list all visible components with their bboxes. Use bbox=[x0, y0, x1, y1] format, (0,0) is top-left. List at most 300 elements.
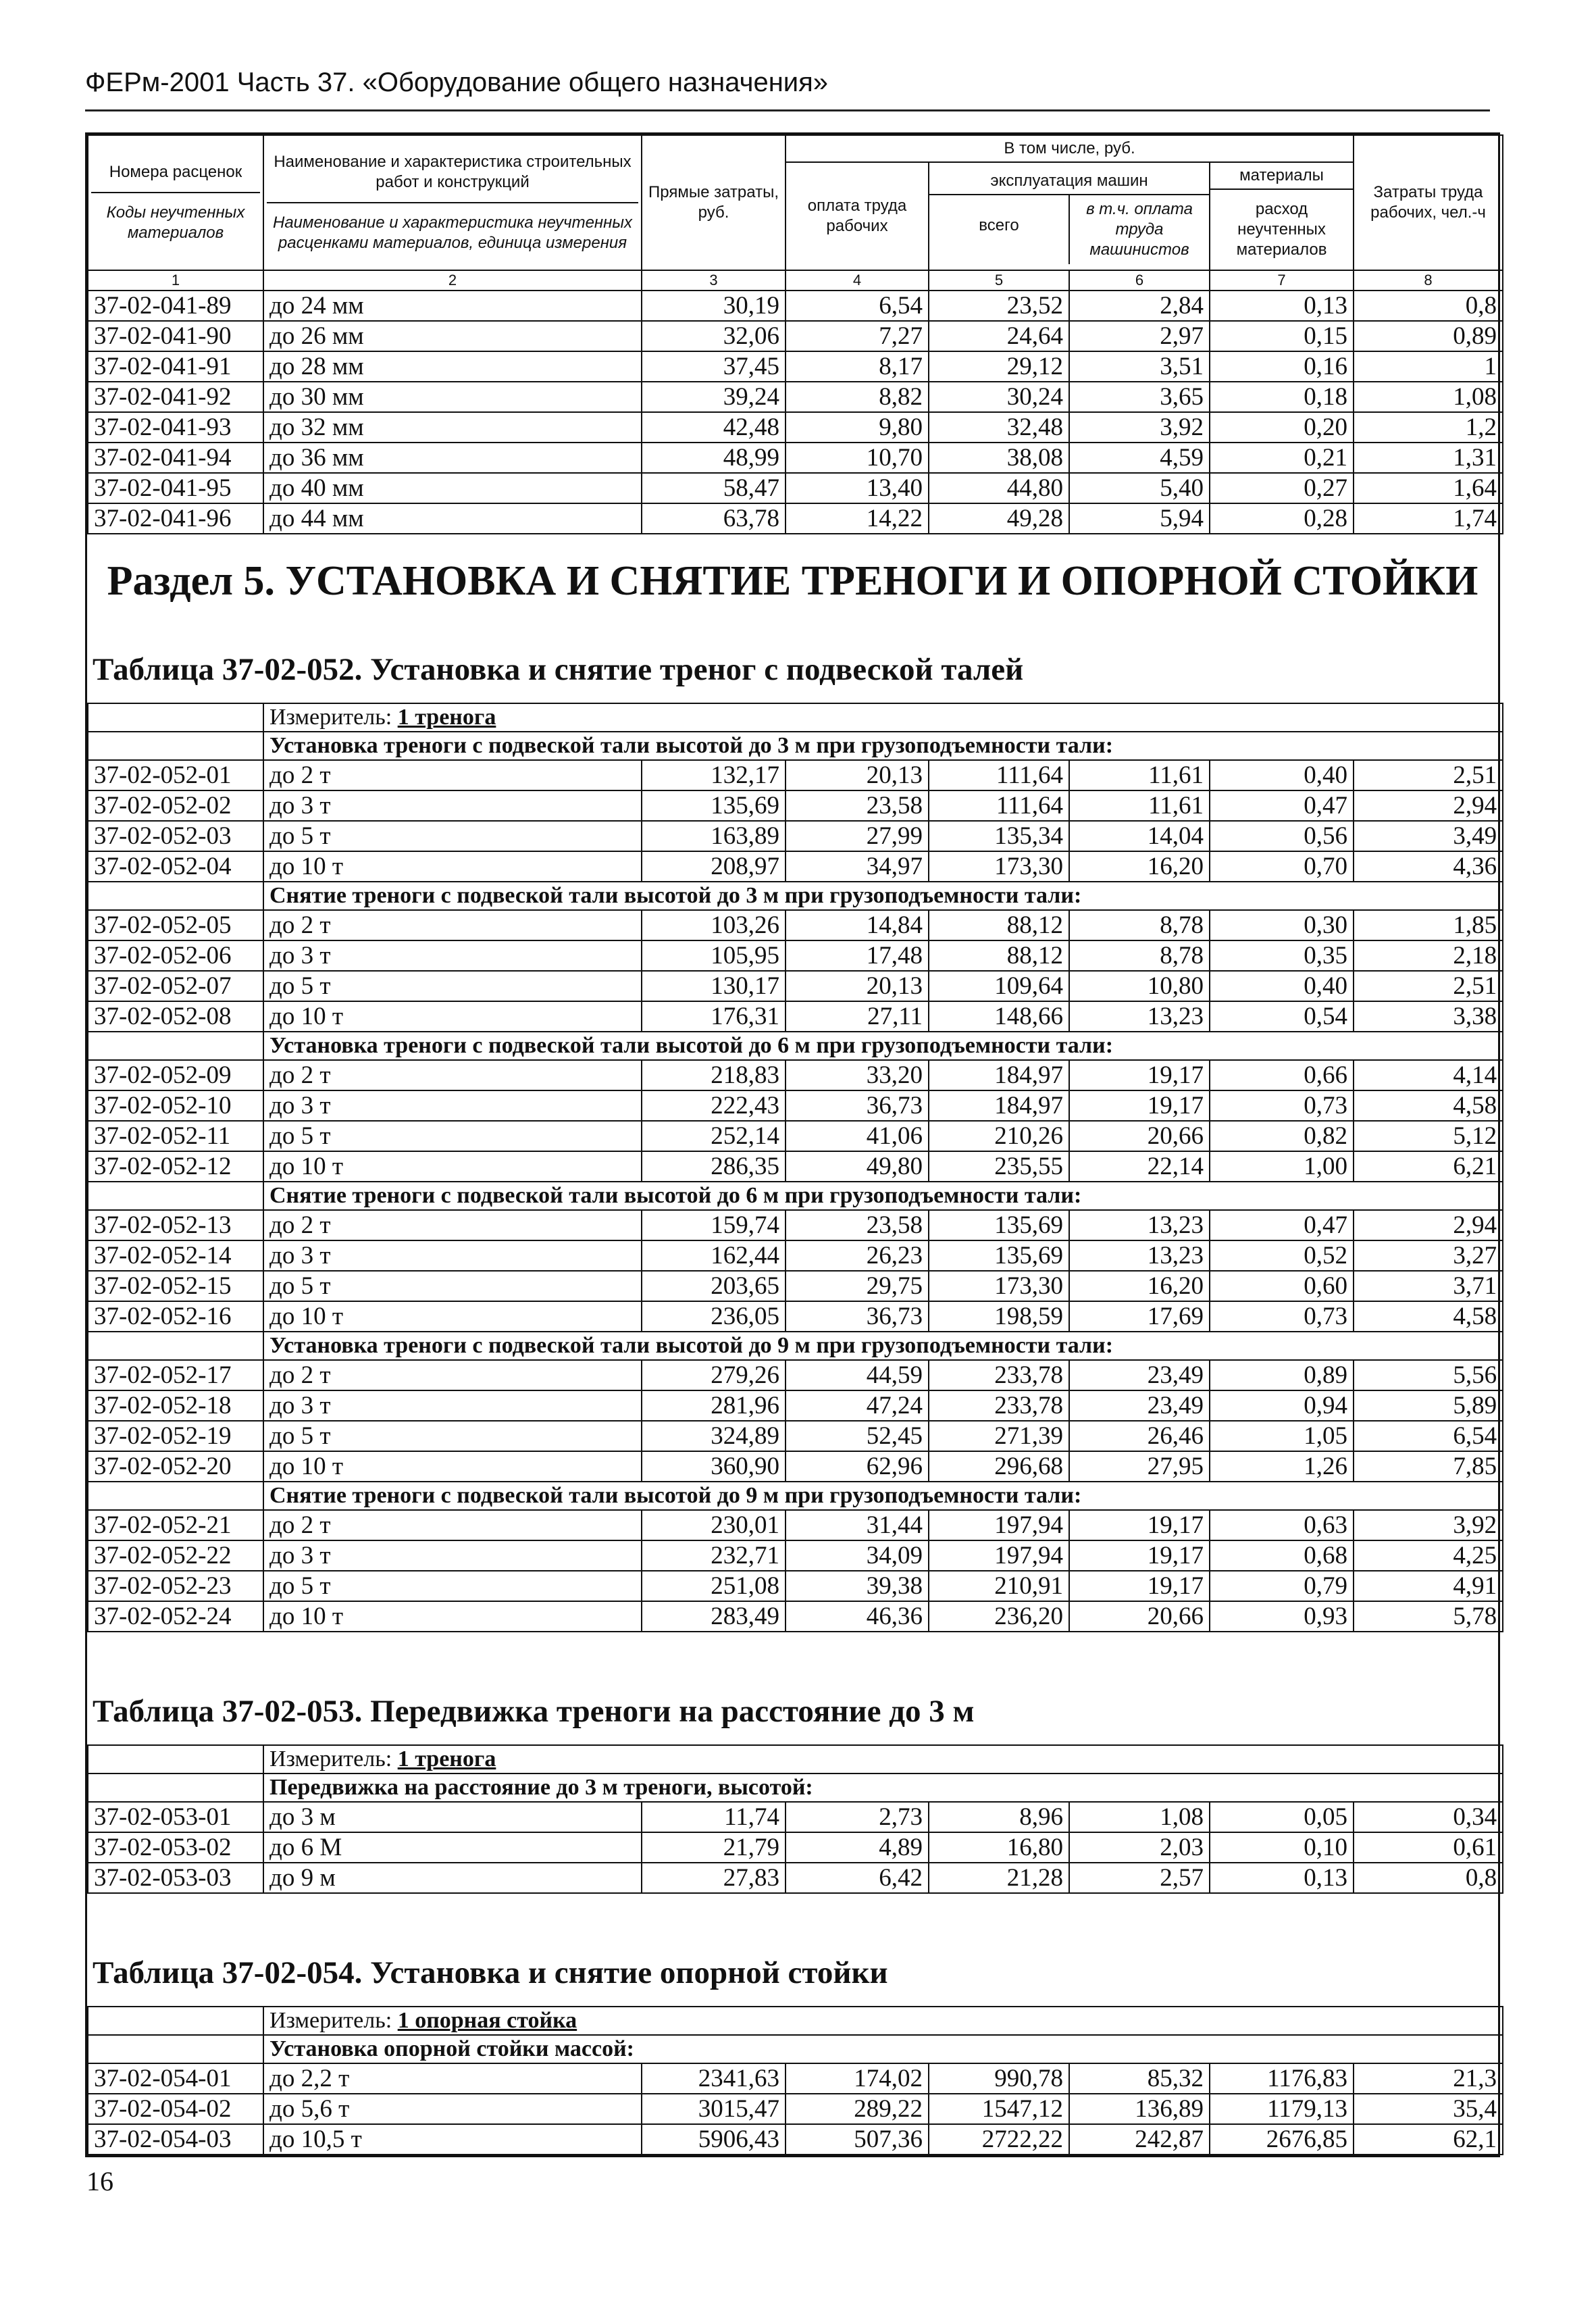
measure-value: 1 опорная стойка bbox=[397, 2008, 577, 2033]
table-row bbox=[88, 1832, 1503, 1863]
value-cell: 14,22 bbox=[786, 503, 929, 534]
work-name-cell: до 5 т bbox=[263, 1421, 642, 1451]
value-cell: 0,13 bbox=[1210, 1863, 1354, 1893]
value-cell: 203,65 bbox=[642, 1271, 786, 1301]
measure-label: Измеритель: bbox=[269, 2008, 392, 2033]
value-cell: 3,51 bbox=[1069, 351, 1210, 382]
subtitle-row bbox=[88, 1032, 1503, 1060]
value-cell: 17,48 bbox=[786, 940, 929, 971]
work-name-cell: до 5,6 т bbox=[263, 2094, 642, 2124]
table-row bbox=[88, 1060, 1503, 1090]
value-cell: 135,69 bbox=[929, 1240, 1069, 1271]
group-subtitle: Установка опорной стойки массой: bbox=[263, 2035, 1503, 2063]
value-cell: 271,39 bbox=[929, 1421, 1069, 1451]
col-header-code bbox=[88, 135, 263, 270]
value-cell: 20,66 bbox=[1069, 1601, 1210, 1632]
value-cell: 210,26 bbox=[929, 1121, 1069, 1151]
value-cell: 0,20 bbox=[1210, 412, 1354, 443]
table-row bbox=[88, 1390, 1503, 1421]
col-header-code-bottom bbox=[91, 193, 260, 246]
value-cell: 0,52 bbox=[1210, 1240, 1354, 1271]
value-cell: 4,36 bbox=[1354, 851, 1503, 882]
col-header-name bbox=[263, 135, 642, 270]
value-cell: 46,36 bbox=[786, 1601, 929, 1632]
rate-code-cell: 37-02-052-16 bbox=[88, 1301, 263, 1332]
rate-code-cell: 37-02-041-92 bbox=[88, 382, 263, 412]
value-cell: 0,10 bbox=[1210, 1832, 1354, 1863]
value-cell: 11,74 bbox=[642, 1802, 786, 1832]
measure-cell bbox=[263, 2007, 1503, 2035]
value-cell: 0,34 bbox=[1354, 1802, 1503, 1832]
work-name-cell: до 2 т bbox=[263, 1510, 642, 1540]
value-cell: 16,20 bbox=[1069, 851, 1210, 882]
rate-code-cell: 37-02-054-01 bbox=[88, 2063, 263, 2094]
rate-code-cell: 37-02-052-03 bbox=[88, 821, 263, 851]
measure-empty-cell bbox=[88, 703, 263, 732]
rates-table-041 bbox=[87, 134, 1503, 534]
value-cell: 162,44 bbox=[642, 1240, 786, 1271]
subtitle-empty-cell bbox=[88, 1482, 263, 1510]
table-row bbox=[88, 940, 1503, 971]
table-row bbox=[88, 910, 1503, 940]
table-row bbox=[88, 473, 1503, 503]
value-cell: 19,17 bbox=[1069, 1090, 1210, 1121]
value-cell: 39,24 bbox=[642, 382, 786, 412]
value-cell: 1,26 bbox=[1210, 1451, 1354, 1482]
work-name-cell: до 10 т bbox=[263, 1001, 642, 1032]
value-cell: 33,20 bbox=[786, 1060, 929, 1090]
value-cell: 32,48 bbox=[929, 412, 1069, 443]
tables-host bbox=[87, 638, 1498, 2155]
value-cell: 17,69 bbox=[1069, 1301, 1210, 1332]
work-name-cell: до 5 т bbox=[263, 821, 642, 851]
value-cell: 0,35 bbox=[1210, 940, 1354, 971]
subtitle-row bbox=[88, 732, 1503, 760]
work-name-cell: до 5 т bbox=[263, 971, 642, 1001]
value-cell: 184,97 bbox=[929, 1060, 1069, 1090]
value-cell: 1179,13 bbox=[1210, 2094, 1354, 2124]
value-cell: 0,73 bbox=[1210, 1301, 1354, 1332]
value-cell: 148,66 bbox=[929, 1001, 1069, 1032]
value-cell: 3,92 bbox=[1069, 412, 1210, 443]
value-cell: 0,89 bbox=[1210, 1360, 1354, 1390]
subtitle-empty-cell bbox=[88, 1332, 263, 1360]
value-cell: 21,79 bbox=[642, 1832, 786, 1863]
work-name-cell: до 30 мм bbox=[263, 382, 642, 412]
value-cell: 2,94 bbox=[1354, 790, 1503, 821]
document-frame bbox=[85, 132, 1500, 2157]
rate-code-cell: 37-02-041-91 bbox=[88, 351, 263, 382]
value-cell: 49,28 bbox=[929, 503, 1069, 534]
value-cell: 23,49 bbox=[1069, 1360, 1210, 1390]
value-cell: 2,84 bbox=[1069, 291, 1210, 321]
table-title: Таблица 37-02-053. Передвижка треноги на расстояние до 3 м bbox=[93, 1694, 975, 1729]
group-subtitle: Снятие треноги с подвеской тали высотой до 6 м при грузоподъемности тали: bbox=[263, 1182, 1503, 1210]
value-cell: 62,96 bbox=[786, 1451, 929, 1482]
value-cell: 0,63 bbox=[1210, 1510, 1354, 1540]
col-header-machines-sub bbox=[929, 195, 1209, 264]
value-cell: 4,14 bbox=[1354, 1060, 1503, 1090]
value-cell: 88,12 bbox=[929, 940, 1069, 971]
value-cell: 235,55 bbox=[929, 1151, 1069, 1182]
value-cell: 3,49 bbox=[1354, 821, 1503, 851]
value-cell: 30,19 bbox=[642, 291, 786, 321]
table-row bbox=[88, 760, 1503, 790]
value-cell: 184,97 bbox=[929, 1090, 1069, 1121]
group-subtitle: Снятие треноги с подвеской тали высотой до 3 м при грузоподъемности тали: bbox=[263, 882, 1503, 910]
value-cell: 233,78 bbox=[929, 1360, 1069, 1390]
value-cell: 5,12 bbox=[1354, 1121, 1503, 1151]
value-cell: 3,71 bbox=[1354, 1271, 1503, 1301]
subtitle-row bbox=[88, 1774, 1503, 1802]
value-cell: 0,28 bbox=[1210, 503, 1354, 534]
value-cell: 20,66 bbox=[1069, 1121, 1210, 1151]
value-cell: 6,21 bbox=[1354, 1151, 1503, 1182]
rates-table bbox=[87, 2006, 1503, 2155]
work-name-cell: до 32 мм bbox=[263, 412, 642, 443]
work-name-cell: до 2 т bbox=[263, 1210, 642, 1240]
value-cell: 19,17 bbox=[1069, 1540, 1210, 1571]
subtitle-row bbox=[88, 1482, 1503, 1510]
table-title: Таблица 37-02-052. Установка и снятие треног с подвеской талей bbox=[93, 652, 1024, 687]
rate-code-cell: 37-02-052-07 bbox=[88, 971, 263, 1001]
col-header-materials bbox=[1210, 162, 1354, 270]
work-name-cell: до 36 мм bbox=[263, 443, 642, 473]
table-row bbox=[88, 2063, 1503, 2094]
work-name-cell: до 2,2 т bbox=[263, 2063, 642, 2094]
value-cell: 27,83 bbox=[642, 1863, 786, 1893]
value-cell: 230,01 bbox=[642, 1510, 786, 1540]
value-cell: 0,61 bbox=[1354, 1832, 1503, 1863]
value-cell: 135,34 bbox=[929, 821, 1069, 851]
value-cell: 173,30 bbox=[929, 1271, 1069, 1301]
value-cell: 0,54 bbox=[1210, 1001, 1354, 1032]
value-cell: 324,89 bbox=[642, 1421, 786, 1451]
rate-code-cell: 37-02-041-96 bbox=[88, 503, 263, 534]
subtitle-row bbox=[88, 1332, 1503, 1360]
value-cell: 0,13 bbox=[1210, 291, 1354, 321]
table-row bbox=[88, 351, 1503, 382]
col-header-labor-pay: оплата труда рабочих bbox=[786, 162, 929, 270]
value-cell: 34,09 bbox=[786, 1540, 929, 1571]
value-cell: 23,58 bbox=[786, 1210, 929, 1240]
value-cell: 0,40 bbox=[1210, 971, 1354, 1001]
value-cell: 159,74 bbox=[642, 1210, 786, 1240]
value-cell: 197,94 bbox=[929, 1510, 1069, 1540]
rate-code-cell: 37-02-053-01 bbox=[88, 1802, 263, 1832]
table-row bbox=[88, 1121, 1503, 1151]
value-cell: 1,05 bbox=[1210, 1421, 1354, 1451]
column-index-cell: 3 bbox=[642, 270, 786, 291]
rates-table bbox=[87, 1744, 1503, 1894]
value-cell: 3,27 bbox=[1354, 1240, 1503, 1271]
col-header-name-bottom-text: Наименование и характеристика неучтенных расценками материалов, единица измерения bbox=[272, 213, 632, 252]
group-subtitle: Передвижка на расстояние до 3 м треноги, высотой: bbox=[263, 1774, 1503, 1802]
value-cell: 0,47 bbox=[1210, 790, 1354, 821]
page-header: ФЕРм-2001 Часть 37. «Оборудование общего назначения» bbox=[85, 68, 829, 97]
table-row bbox=[88, 443, 1503, 473]
measure-cell bbox=[263, 703, 1503, 732]
value-cell: 0,70 bbox=[1210, 851, 1354, 882]
rate-code-cell: 37-02-052-19 bbox=[88, 1421, 263, 1451]
col-header-machines-incl bbox=[1070, 195, 1209, 264]
value-cell: 47,24 bbox=[786, 1390, 929, 1421]
subtitle-row bbox=[88, 1182, 1503, 1210]
rate-code-cell: 37-02-052-08 bbox=[88, 1001, 263, 1032]
table-row bbox=[88, 790, 1503, 821]
rate-code-cell: 37-02-052-01 bbox=[88, 760, 263, 790]
value-cell: 2,51 bbox=[1354, 760, 1503, 790]
value-cell: 109,64 bbox=[929, 971, 1069, 1001]
value-cell: 198,59 bbox=[929, 1301, 1069, 1332]
value-cell: 5,40 bbox=[1069, 473, 1210, 503]
page-number: 16 bbox=[86, 2166, 113, 2196]
work-name-cell: до 3 т bbox=[263, 940, 642, 971]
value-cell: 7,85 bbox=[1354, 1451, 1503, 1482]
value-cell: 3,38 bbox=[1354, 1001, 1503, 1032]
col-header-machines-title: эксплуатация машин bbox=[929, 168, 1209, 195]
value-cell: 2,51 bbox=[1354, 971, 1503, 1001]
value-cell: 9,80 bbox=[786, 412, 929, 443]
table-row bbox=[88, 1151, 1503, 1182]
value-cell: 63,78 bbox=[642, 503, 786, 534]
value-cell: 197,94 bbox=[929, 1540, 1069, 1571]
value-cell: 218,83 bbox=[642, 1060, 786, 1090]
rate-code-cell: 37-02-052-11 bbox=[88, 1121, 263, 1151]
table-row bbox=[88, 1301, 1503, 1332]
value-cell: 163,89 bbox=[642, 821, 786, 851]
value-cell: 22,14 bbox=[1069, 1151, 1210, 1182]
value-cell: 19,17 bbox=[1069, 1571, 1210, 1601]
value-cell: 23,49 bbox=[1069, 1390, 1210, 1421]
measure-empty-cell bbox=[88, 2007, 263, 2035]
value-cell: 5,78 bbox=[1354, 1601, 1503, 1632]
work-name-cell: до 10 т bbox=[263, 851, 642, 882]
value-cell: 5,56 bbox=[1354, 1360, 1503, 1390]
value-cell: 20,13 bbox=[786, 760, 929, 790]
table-row bbox=[88, 1090, 1503, 1121]
value-cell: 174,02 bbox=[786, 2063, 929, 2094]
value-cell: 0,68 bbox=[1210, 1540, 1354, 1571]
value-cell: 27,95 bbox=[1069, 1451, 1210, 1482]
work-name-cell: до 3 т bbox=[263, 1540, 642, 1571]
rate-code-cell: 37-02-052-21 bbox=[88, 1510, 263, 1540]
value-cell: 2,97 bbox=[1069, 321, 1210, 351]
measure-row bbox=[88, 703, 1503, 732]
value-cell: 52,45 bbox=[786, 1421, 929, 1451]
subtitle-empty-cell bbox=[88, 1032, 263, 1060]
work-name-cell: до 10 т bbox=[263, 1601, 642, 1632]
work-name-cell: до 5 т bbox=[263, 1571, 642, 1601]
value-cell: 24,64 bbox=[929, 321, 1069, 351]
col-header-machines bbox=[929, 162, 1210, 270]
value-cell: 62,1 bbox=[1354, 2124, 1503, 2155]
value-cell: 27,99 bbox=[786, 821, 929, 851]
value-cell: 29,75 bbox=[786, 1271, 929, 1301]
subtitle-empty-cell bbox=[88, 882, 263, 910]
value-cell: 49,80 bbox=[786, 1151, 929, 1182]
value-cell: 135,69 bbox=[642, 790, 786, 821]
value-cell: 507,36 bbox=[786, 2124, 929, 2155]
value-cell: 37,45 bbox=[642, 351, 786, 382]
table-row bbox=[88, 821, 1503, 851]
value-cell: 1 bbox=[1354, 351, 1503, 382]
value-cell: 1,08 bbox=[1354, 382, 1503, 412]
value-cell: 3015,47 bbox=[642, 2094, 786, 2124]
value-cell: 10,70 bbox=[786, 443, 929, 473]
value-cell: 176,31 bbox=[642, 1001, 786, 1032]
value-cell: 0,05 bbox=[1210, 1802, 1354, 1832]
value-cell: 4,91 bbox=[1354, 1571, 1503, 1601]
table-row bbox=[88, 1802, 1503, 1832]
value-cell: 58,47 bbox=[642, 473, 786, 503]
value-cell: 132,17 bbox=[642, 760, 786, 790]
value-cell: 0,66 bbox=[1210, 1060, 1354, 1090]
value-cell: 16,20 bbox=[1069, 1271, 1210, 1301]
rate-code-cell: 37-02-041-94 bbox=[88, 443, 263, 473]
value-cell: 36,73 bbox=[786, 1301, 929, 1332]
value-cell: 0,56 bbox=[1210, 821, 1354, 851]
value-cell: 29,12 bbox=[929, 351, 1069, 382]
work-name-cell: до 3 т bbox=[263, 1090, 642, 1121]
value-cell: 105,95 bbox=[642, 940, 786, 971]
measure-label: Измеритель: bbox=[269, 1746, 392, 1771]
value-cell: 14,04 bbox=[1069, 821, 1210, 851]
col-header-labor-cost: Затраты труда рабочих, чел.-ч bbox=[1354, 135, 1503, 270]
value-cell: 13,40 bbox=[786, 473, 929, 503]
value-cell: 222,43 bbox=[642, 1090, 786, 1121]
value-cell: 10,80 bbox=[1069, 971, 1210, 1001]
value-cell: 130,17 bbox=[642, 971, 786, 1001]
rate-code-cell: 37-02-052-23 bbox=[88, 1571, 263, 1601]
value-cell: 0,82 bbox=[1210, 1121, 1354, 1151]
col-header-name-top: Наименование и характеристика строительных работ и конструкций bbox=[267, 149, 638, 203]
value-cell: 1176,83 bbox=[1210, 2063, 1354, 2094]
value-cell: 42,48 bbox=[642, 412, 786, 443]
rate-code-cell: 37-02-052-24 bbox=[88, 1601, 263, 1632]
column-index-row bbox=[88, 270, 1503, 291]
rate-code-cell: 37-02-041-89 bbox=[88, 291, 263, 321]
value-cell: 0,27 bbox=[1210, 473, 1354, 503]
table-row bbox=[88, 1540, 1503, 1571]
value-cell: 2,18 bbox=[1354, 940, 1503, 971]
value-cell: 19,17 bbox=[1069, 1510, 1210, 1540]
value-cell: 27,11 bbox=[786, 1001, 929, 1032]
rate-code-cell: 37-02-052-13 bbox=[88, 1210, 263, 1240]
value-cell: 4,58 bbox=[1354, 1301, 1503, 1332]
rate-code-cell: 37-02-053-03 bbox=[88, 1863, 263, 1893]
work-name-cell: до 10 т bbox=[263, 1151, 642, 1182]
work-name-cell: до 5 т bbox=[263, 1121, 642, 1151]
value-cell: 8,96 bbox=[929, 1802, 1069, 1832]
table-row bbox=[88, 412, 1503, 443]
rate-code-cell: 37-02-052-10 bbox=[88, 1090, 263, 1121]
rates-table bbox=[87, 703, 1503, 1632]
rate-code-cell: 37-02-052-09 bbox=[88, 1060, 263, 1090]
value-cell: 2722,22 bbox=[929, 2124, 1069, 2155]
value-cell: 48,99 bbox=[642, 443, 786, 473]
value-cell: 23,52 bbox=[929, 291, 1069, 321]
value-cell: 23,58 bbox=[786, 790, 929, 821]
value-cell: 0,79 bbox=[1210, 1571, 1354, 1601]
value-cell: 35,4 bbox=[1354, 2094, 1503, 2124]
value-cell: 14,84 bbox=[786, 910, 929, 940]
rate-code-cell: 37-02-052-04 bbox=[88, 851, 263, 882]
value-cell: 1,08 bbox=[1069, 1802, 1210, 1832]
value-cell: 173,30 bbox=[929, 851, 1069, 882]
header-rule bbox=[85, 109, 1490, 111]
work-name-cell: до 3 м bbox=[263, 1802, 642, 1832]
value-cell: 252,14 bbox=[642, 1121, 786, 1151]
value-cell: 36,73 bbox=[786, 1090, 929, 1121]
value-cell: 13,23 bbox=[1069, 1001, 1210, 1032]
value-cell: 13,23 bbox=[1069, 1210, 1210, 1240]
value-cell: 0,15 bbox=[1210, 321, 1354, 351]
work-name-cell: до 3 т bbox=[263, 1390, 642, 1421]
table-row bbox=[88, 321, 1503, 351]
value-cell: 4,25 bbox=[1354, 1540, 1503, 1571]
value-cell: 281,96 bbox=[642, 1390, 786, 1421]
column-index-cell: 1 bbox=[88, 270, 263, 291]
value-cell: 20,13 bbox=[786, 971, 929, 1001]
value-cell: 4,58 bbox=[1354, 1090, 1503, 1121]
table-gap bbox=[87, 1632, 1498, 1680]
value-cell: 242,87 bbox=[1069, 2124, 1210, 2155]
value-cell: 6,54 bbox=[786, 291, 929, 321]
value-cell: 0,47 bbox=[1210, 1210, 1354, 1240]
value-cell: 279,26 bbox=[642, 1360, 786, 1390]
value-cell: 111,64 bbox=[929, 790, 1069, 821]
value-cell: 31,44 bbox=[786, 1510, 929, 1540]
work-name-cell: до 44 мм bbox=[263, 503, 642, 534]
value-cell: 5,89 bbox=[1354, 1390, 1503, 1421]
value-cell: 208,97 bbox=[642, 851, 786, 882]
col-header-machines-incl-text: в т.ч. оплата труда машинистов bbox=[1086, 200, 1193, 259]
value-cell: 2,73 bbox=[786, 1802, 929, 1832]
value-cell: 136,89 bbox=[1069, 2094, 1210, 2124]
value-cell: 360,90 bbox=[642, 1451, 786, 1482]
column-index-cell: 2 bbox=[263, 270, 642, 291]
table-row bbox=[88, 1210, 1503, 1240]
table-row bbox=[88, 1451, 1503, 1482]
col-header-materials-sub: расход неучтенных материалов bbox=[1236, 200, 1327, 259]
col-header-code-top: Номера расценок bbox=[91, 159, 260, 193]
group-subtitle: Снятие треноги с подвеской тали высотой до 9 м при грузоподъемности тали: bbox=[263, 1482, 1503, 1510]
measure-row bbox=[88, 2007, 1503, 2035]
rate-code-cell: 37-02-052-05 bbox=[88, 910, 263, 940]
value-cell: 236,20 bbox=[929, 1601, 1069, 1632]
value-cell: 13,23 bbox=[1069, 1240, 1210, 1271]
value-cell: 990,78 bbox=[929, 2063, 1069, 2094]
col-header-code-bottom-text: Коды неучтенных материалов bbox=[106, 203, 245, 242]
measure-empty-cell bbox=[88, 1745, 263, 1774]
value-cell: 6,42 bbox=[786, 1863, 929, 1893]
value-cell: 5906,43 bbox=[642, 2124, 786, 2155]
col-header-direct: Прямые затраты, руб. bbox=[642, 135, 786, 270]
table-row bbox=[88, 1421, 1503, 1451]
value-cell: 0,30 bbox=[1210, 910, 1354, 940]
measure-label: Измеритель: bbox=[269, 705, 392, 730]
table-row bbox=[88, 1271, 1503, 1301]
value-cell: 1,85 bbox=[1354, 910, 1503, 940]
table-row bbox=[88, 382, 1503, 412]
value-cell: 0,8 bbox=[1354, 1863, 1503, 1893]
value-cell: 289,22 bbox=[786, 2094, 929, 2124]
group-subtitle: Установка треноги с подвеской тали высотой до 9 м при грузоподъемности тали: bbox=[263, 1332, 1503, 1360]
table-row bbox=[88, 2094, 1503, 2124]
value-cell: 1547,12 bbox=[929, 2094, 1069, 2124]
rate-code-cell: 37-02-052-02 bbox=[88, 790, 263, 821]
